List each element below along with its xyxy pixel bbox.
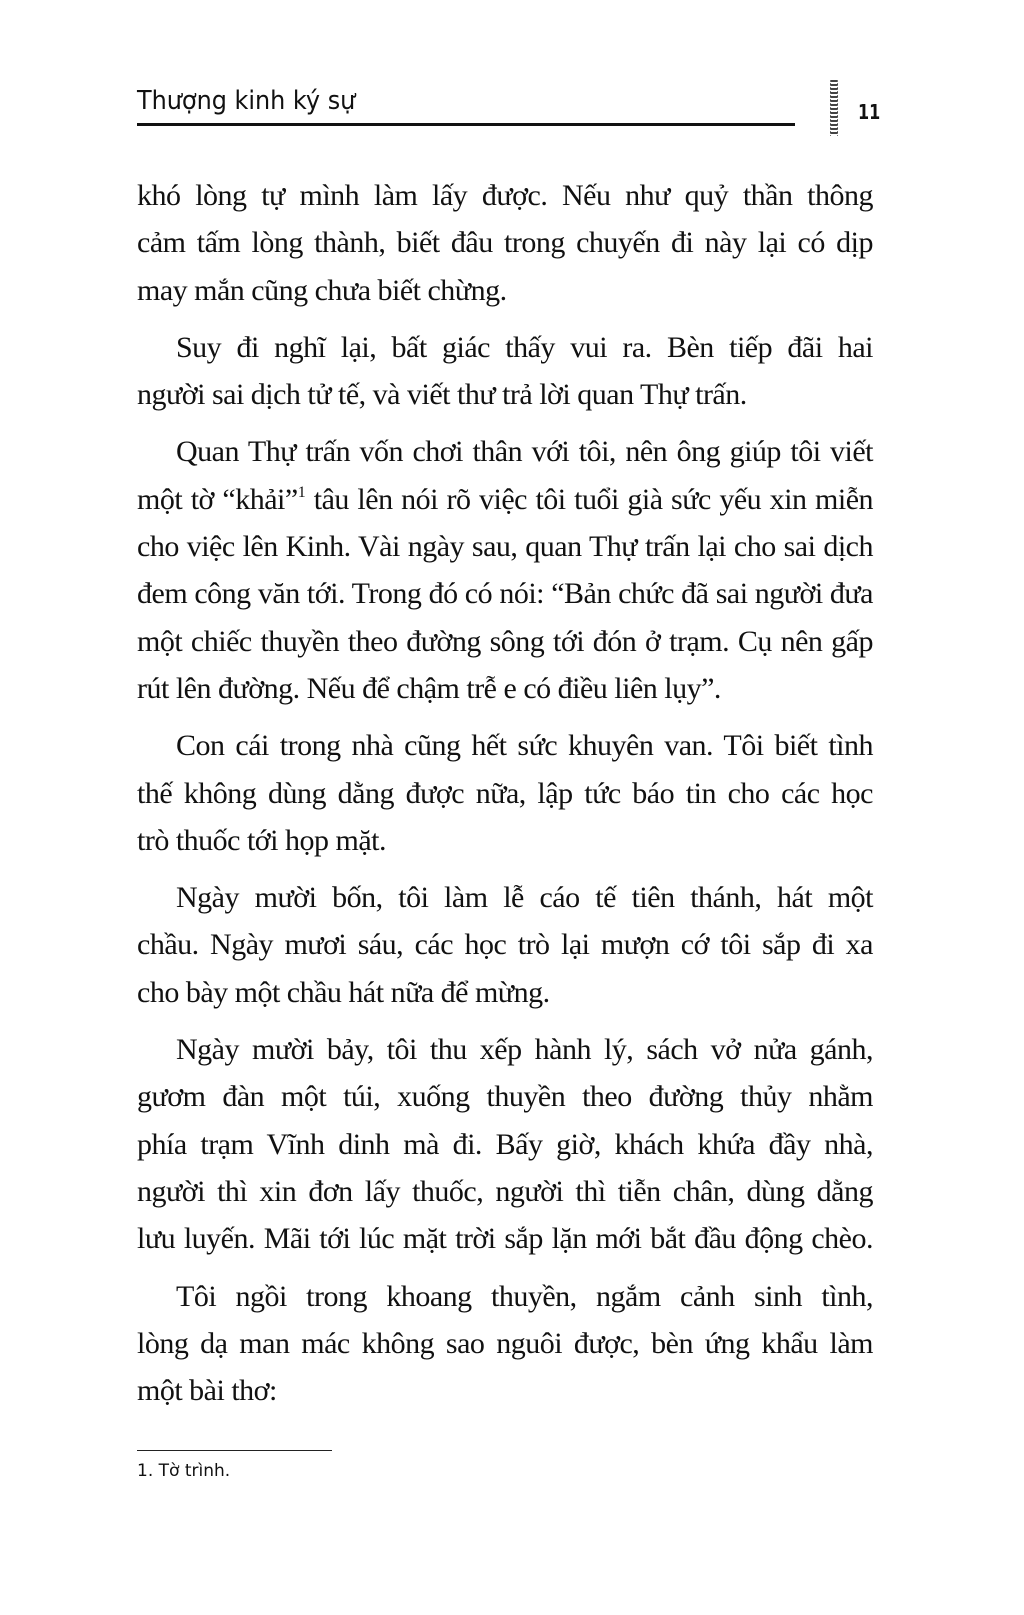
- text-line: cảm tấm lòng thành, biết đâu trong chuyến đi này lại có dịp: [137, 226, 873, 260]
- text-line: Tôi ngồi trong khoang thuyền, ngắm cảnh sinh tình,: [176, 1279, 873, 1313]
- text-line: Quan Thự trấn vốn chơi thân với tôi, nên ông giúp tôi viết: [176, 435, 873, 469]
- text-line: người thì xin đơn lấy thuốc, người thì tiễn chân, dùng dằng: [137, 1174, 873, 1208]
- paragraph-7: [137, 1273, 873, 1415]
- text-line: cho bày một chầu hát nữa để mừng.: [137, 975, 550, 1009]
- footnote: 1. Tờ trình.: [137, 1461, 231, 1481]
- text-line: Con cái trong nhà cũng hết sức khuyên van. Tôi biết tình: [176, 729, 873, 763]
- paragraph-1: [137, 172, 873, 314]
- text-line: lưu luyến. Mãi tới lúc mặt trời sắp lặn mới bắt đầu động chèo.: [137, 1222, 873, 1256]
- paragraph-5: [137, 874, 873, 1016]
- paragraph-4: [137, 722, 873, 864]
- text-line: Suy đi nghĩ lại, bất giác thấy vui ra. Bèn tiếp đãi hai: [176, 330, 873, 364]
- text-line: may mắn cũng chưa biết chừng.: [137, 273, 507, 307]
- text-line: gươm đàn một túi, xuống thuyền theo đường thủy nhằm: [137, 1080, 873, 1114]
- text-line: trò thuốc tới họp mặt.: [137, 823, 386, 857]
- header-rule: [137, 123, 795, 126]
- text-line: chầu. Ngày mươi sáu, các học trò lại mượn cớ tôi sắp đi xa: [137, 928, 873, 962]
- text-line: thế không dùng dằng được nữa, lập tức báo tin cho các học: [137, 776, 873, 810]
- paragraph-2: [137, 324, 873, 419]
- text-line: một chiếc thuyền theo đường sông tới đón ở trạm. Cụ nên gấp: [137, 624, 873, 658]
- text-line: Ngày mười bốn, tôi làm lễ cáo tế tiên thánh, hát một: [176, 881, 873, 915]
- text-line: rút lên đường. Nếu để chậm trễ e có điều liên lụy”.: [137, 671, 721, 705]
- page-number: 11: [858, 100, 881, 124]
- text-line: lòng dạ man mác không sao nguôi được, bèn ứng khẩu làm: [137, 1326, 873, 1360]
- text-line: khó lòng tự mình làm lấy được. Nếu như quỷ thần thông: [137, 179, 873, 212]
- text-line: cho việc lên Kinh. Vài ngày sau, quan Thự trấn lại cho sai dịch: [137, 530, 873, 564]
- text-segment: một tờ “khải”: [137, 482, 298, 516]
- text-line: đem công văn tới. Trong đó có nói: “Bản chức đã sai người đưa: [137, 577, 873, 611]
- text-line: người sai dịch tử tế, và viết thư trả lời quan Thự trấn.: [137, 378, 747, 412]
- text-line: Ngày mười bảy, tôi thu xếp hành lý, sách vở nửa gánh,: [176, 1033, 873, 1067]
- text-line: [137, 476, 873, 523]
- footnote-rule: [137, 1450, 332, 1451]
- ornament-divider-icon: [830, 80, 838, 136]
- body-text: [137, 172, 873, 1424]
- running-header: [137, 84, 797, 128]
- running-title: Thượng kinh ký sự: [137, 86, 356, 116]
- text-line: phía trạm Vĩnh dinh mà đi. Bấy giờ, khách khứa đầy nhà,: [137, 1127, 873, 1161]
- paragraph-3: [137, 428, 873, 712]
- paragraph-6: [137, 1026, 873, 1262]
- text-segment: tâu lên nói rõ việc tôi tuổi già sức yếu xin miễn: [305, 482, 874, 516]
- footnote-reference[interactable]: 1: [297, 483, 306, 501]
- text-line: một bài thơ:: [137, 1374, 277, 1408]
